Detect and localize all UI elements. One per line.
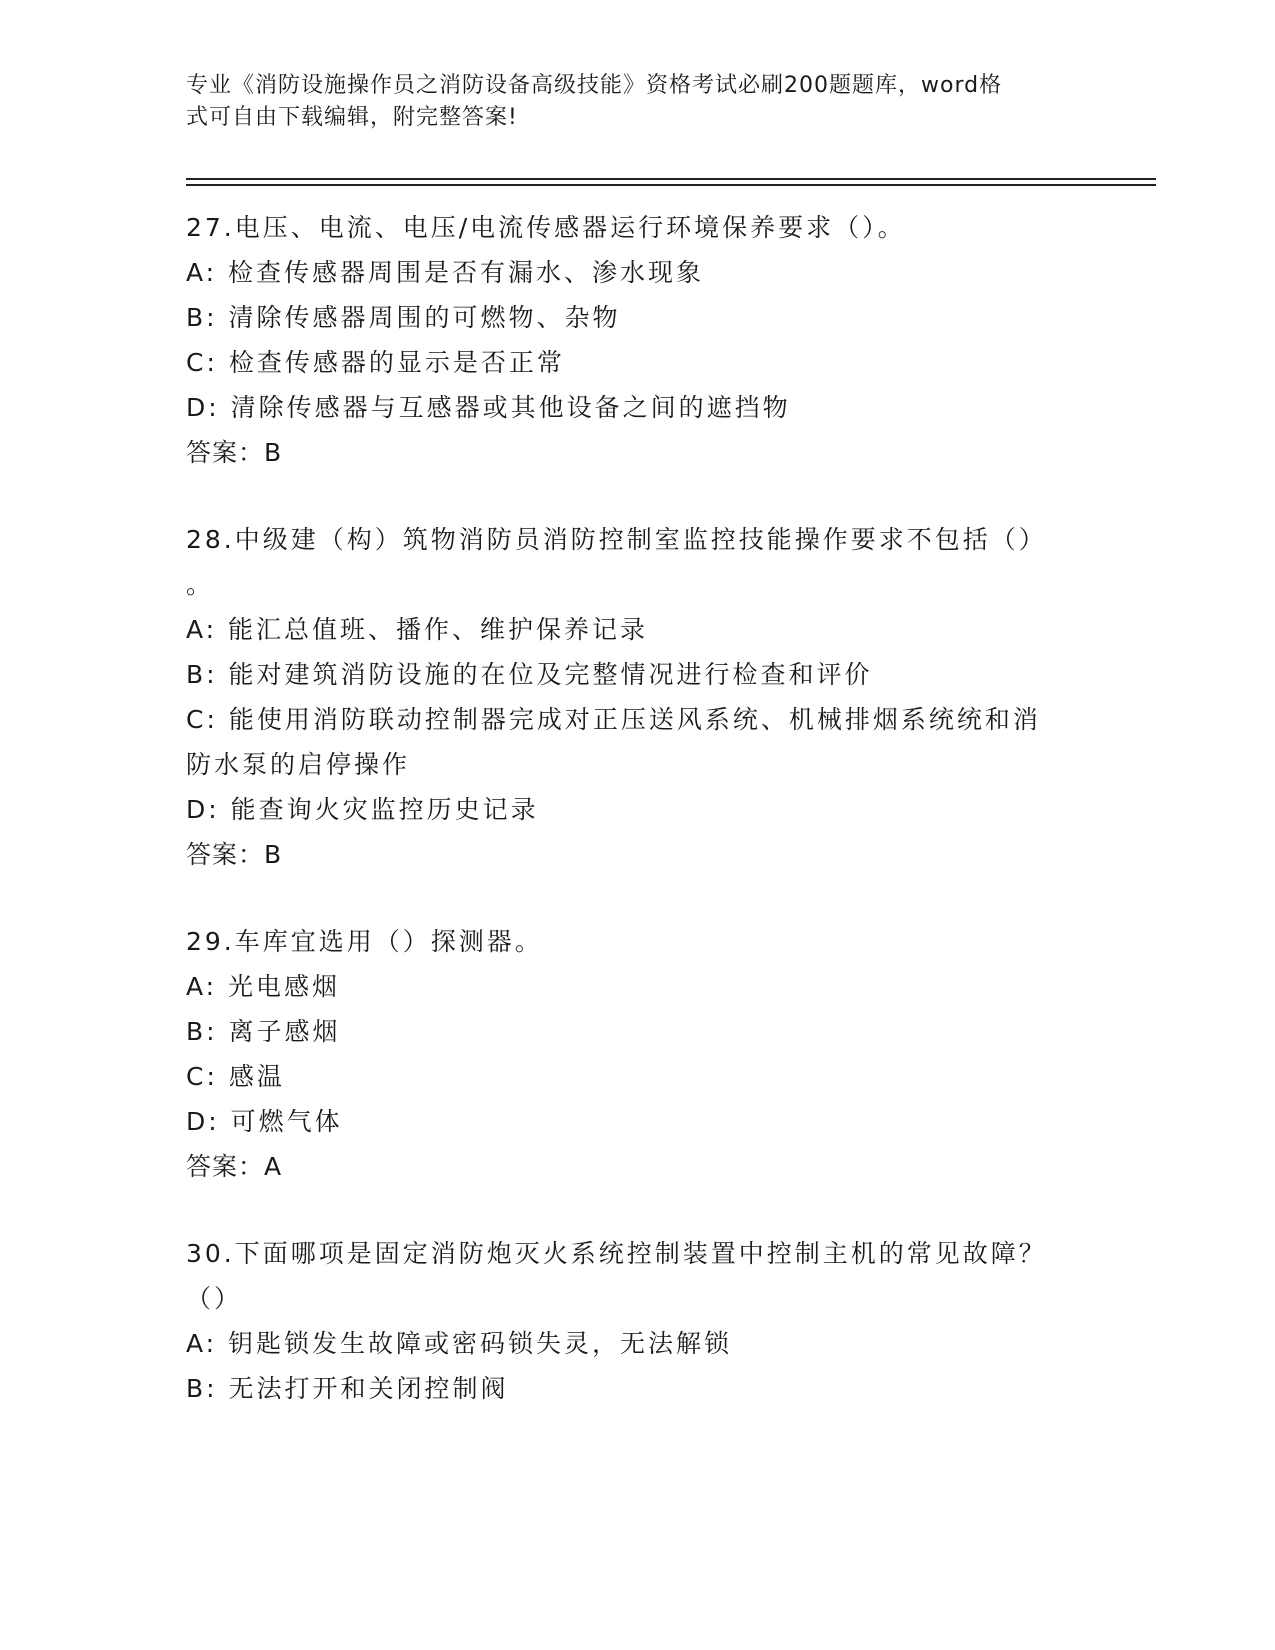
question-stem: 27.电压、电流、电压/电流传感器运行环境保养要求（）。 xyxy=(186,213,906,242)
question-28 xyxy=(186,517,1076,877)
answer: 答案：B xyxy=(186,840,283,869)
option-a: A: 检查传感器周围是否有漏水、渗水现象 xyxy=(186,258,705,287)
question-list xyxy=(186,205,1076,1453)
question-stem-continued: 。 xyxy=(186,570,215,599)
option-d: D: 清除传感器与互感器或其他设备之间的遮挡物 xyxy=(186,393,791,422)
header-line-2: 式可自由下载编辑，附完整答案! xyxy=(186,105,518,130)
option-c-continued: 防水泵的启停操作 xyxy=(186,750,411,779)
option-b: B: 能对建筑消防设施的在位及完整情况进行检查和评价 xyxy=(186,660,873,689)
option-c: C: 感温 xyxy=(186,1062,285,1091)
option-b: B: 无法打开和关闭控制阀 xyxy=(186,1374,509,1403)
option-c: C: 检查传感器的显示是否正常 xyxy=(186,348,565,377)
question-stem: 29.车库宜选用（）探测器。 xyxy=(186,927,543,956)
option-c: C: 能使用消防联动控制器完成对正压送风系统、机械排烟系统统和消 xyxy=(186,705,1041,734)
question-30 xyxy=(186,1231,1076,1411)
question-stem: 28.中级建（构）筑物消防员消防控制室监控技能操作要求不包括（） xyxy=(186,525,1047,554)
question-stem-continued: （） xyxy=(186,1284,243,1313)
option-a: A: 能汇总值班、播作、维护保养记录 xyxy=(186,615,649,644)
option-b: B: 清除传感器周围的可燃物、杂物 xyxy=(186,303,621,332)
answer: 答案：A xyxy=(186,1152,283,1181)
document-header xyxy=(186,70,1076,134)
option-d: D: 能查询火灾监控历史记录 xyxy=(186,795,539,824)
question-29 xyxy=(186,919,1076,1189)
option-a: A: 光电感烟 xyxy=(186,972,341,1001)
question-stem: 30.下面哪项是固定消防炮灭火系统控制装置中控制主机的常见故障？ xyxy=(186,1239,1047,1268)
header-divider-bottom xyxy=(186,184,1156,186)
option-b: B: 离子感烟 xyxy=(186,1017,341,1046)
header-line-1: 专业《消防设施操作员之消防设备高级技能》资格考试必刷200题题库，word格 xyxy=(186,73,1003,98)
header-divider-top xyxy=(186,178,1156,180)
answer: 答案：B xyxy=(186,438,283,467)
question-27 xyxy=(186,205,1076,475)
option-d: D: 可燃气体 xyxy=(186,1107,343,1136)
option-a: A: 钥匙锁发生故障或密码锁失灵，无法解锁 xyxy=(186,1329,733,1358)
